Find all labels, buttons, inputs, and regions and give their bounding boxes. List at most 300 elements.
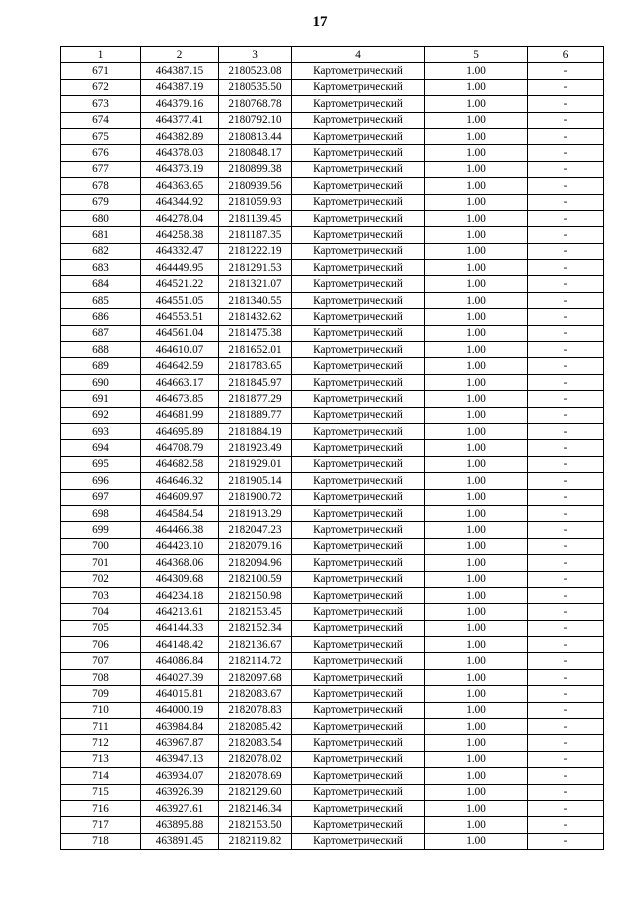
table-row (61, 473, 604, 489)
method-cell: Картометрический (292, 423, 425, 439)
accuracy-cell: 1.00 (425, 768, 528, 784)
note-cell: - (528, 686, 604, 702)
method-cell: Картометрический (292, 620, 425, 636)
x-coordinate-cell: 464646.32 (141, 473, 219, 489)
method-cell: Картометрический (292, 669, 425, 685)
table-row (61, 800, 604, 816)
accuracy-cell: 1.00 (425, 292, 528, 308)
table-row (61, 833, 604, 849)
note-cell: - (528, 391, 604, 407)
x-coordinate-cell: 464673.85 (141, 391, 219, 407)
point-number-cell: 715 (61, 784, 141, 800)
y-coordinate-cell: 2181783.65 (219, 358, 292, 374)
method-cell: Картометрический (292, 817, 425, 833)
note-cell: - (528, 702, 604, 718)
table-row (61, 325, 604, 341)
x-coordinate-cell: 464144.33 (141, 620, 219, 636)
point-number-cell: 676 (61, 145, 141, 161)
method-cell: Картометрический (292, 128, 425, 144)
method-cell: Картометрический (292, 456, 425, 472)
x-coordinate-cell: 464278.04 (141, 210, 219, 226)
method-cell: Картометрический (292, 702, 425, 718)
x-coordinate-cell: 463927.61 (141, 800, 219, 816)
accuracy-cell: 1.00 (425, 79, 528, 95)
method-cell: Картометрический (292, 719, 425, 735)
y-coordinate-cell: 2181475.38 (219, 325, 292, 341)
accuracy-cell: 1.00 (425, 325, 528, 341)
accuracy-cell: 1.00 (425, 112, 528, 128)
table-row (61, 719, 604, 735)
point-number-cell: 678 (61, 178, 141, 194)
method-cell: Картометрический (292, 112, 425, 128)
point-number-cell: 683 (61, 260, 141, 276)
accuracy-cell: 1.00 (425, 686, 528, 702)
x-coordinate-cell: 464148.42 (141, 637, 219, 653)
method-cell: Картометрический (292, 292, 425, 308)
y-coordinate-cell: 2180899.38 (219, 161, 292, 177)
y-coordinate-cell: 2182153.45 (219, 604, 292, 620)
accuracy-cell: 1.00 (425, 833, 528, 849)
method-cell: Картометрический (292, 653, 425, 669)
y-coordinate-cell: 2182136.67 (219, 637, 292, 653)
table-row (61, 178, 604, 194)
note-cell: - (528, 145, 604, 161)
accuracy-cell: 1.00 (425, 719, 528, 735)
note-cell: - (528, 669, 604, 685)
note-cell: - (528, 833, 604, 849)
point-number-cell: 697 (61, 489, 141, 505)
point-number-cell: 698 (61, 505, 141, 521)
note-cell: - (528, 96, 604, 112)
table-row (61, 243, 604, 259)
x-coordinate-cell: 464466.38 (141, 522, 219, 538)
y-coordinate-cell: 2181884.19 (219, 423, 292, 439)
method-cell: Картометрический (292, 522, 425, 538)
method-cell: Картометрический (292, 800, 425, 816)
table-row (61, 194, 604, 210)
point-number-cell: 694 (61, 440, 141, 456)
table-row (61, 768, 604, 784)
y-coordinate-cell: 2182047.23 (219, 522, 292, 538)
accuracy-cell: 1.00 (425, 128, 528, 144)
method-cell: Картометрический (292, 358, 425, 374)
note-cell: - (528, 243, 604, 259)
accuracy-cell: 1.00 (425, 620, 528, 636)
point-number-cell: 708 (61, 669, 141, 685)
method-cell: Картометрический (292, 587, 425, 603)
method-cell: Картометрический (292, 161, 425, 177)
table-row (61, 96, 604, 112)
y-coordinate-cell: 2181889.77 (219, 407, 292, 423)
y-coordinate-cell: 2182100.59 (219, 571, 292, 587)
y-coordinate-cell: 2182146.34 (219, 800, 292, 816)
note-cell: - (528, 161, 604, 177)
point-number-cell: 709 (61, 686, 141, 702)
table-row (61, 227, 604, 243)
accuracy-cell: 1.00 (425, 800, 528, 816)
note-cell: - (528, 522, 604, 538)
point-number-cell: 703 (61, 587, 141, 603)
y-coordinate-cell: 2181139.45 (219, 210, 292, 226)
y-coordinate-cell: 2180535.50 (219, 79, 292, 95)
y-coordinate-cell: 2182129.60 (219, 784, 292, 800)
y-coordinate-cell: 2182078.02 (219, 751, 292, 767)
y-coordinate-cell: 2180768.78 (219, 96, 292, 112)
table-row (61, 784, 604, 800)
method-cell: Картометрический (292, 473, 425, 489)
y-coordinate-cell: 2181059.93 (219, 194, 292, 210)
x-coordinate-cell: 464682.58 (141, 456, 219, 472)
point-number-cell: 717 (61, 817, 141, 833)
table-row (61, 112, 604, 128)
method-cell: Картометрический (292, 309, 425, 325)
point-number-cell: 713 (61, 751, 141, 767)
note-cell: - (528, 489, 604, 505)
method-cell: Картометрический (292, 276, 425, 292)
y-coordinate-cell: 2182097.68 (219, 669, 292, 685)
table-row (61, 637, 604, 653)
table-row (61, 374, 604, 390)
point-number-cell: 675 (61, 128, 141, 144)
note-cell: - (528, 292, 604, 308)
method-cell: Картометрический (292, 571, 425, 587)
point-number-cell: 702 (61, 571, 141, 587)
method-cell: Картометрический (292, 325, 425, 341)
accuracy-cell: 1.00 (425, 440, 528, 456)
accuracy-cell: 1.00 (425, 145, 528, 161)
y-coordinate-cell: 2182150.98 (219, 587, 292, 603)
table-row (61, 604, 604, 620)
header-cell-3: 3 (219, 47, 292, 63)
header-cell-2: 2 (141, 47, 219, 63)
x-coordinate-cell: 463891.45 (141, 833, 219, 849)
note-cell: - (528, 768, 604, 784)
table-row (61, 342, 604, 358)
x-coordinate-cell: 464000.19 (141, 702, 219, 718)
method-cell: Картометрический (292, 505, 425, 521)
x-coordinate-cell: 464387.19 (141, 79, 219, 95)
table-row (61, 456, 604, 472)
accuracy-cell: 1.00 (425, 423, 528, 439)
note-cell: - (528, 128, 604, 144)
method-cell: Картометрический (292, 260, 425, 276)
table-row (61, 653, 604, 669)
x-coordinate-cell: 464377.41 (141, 112, 219, 128)
x-coordinate-cell: 464521.22 (141, 276, 219, 292)
accuracy-cell: 1.00 (425, 571, 528, 587)
y-coordinate-cell: 2180792.10 (219, 112, 292, 128)
table-row (61, 571, 604, 587)
y-coordinate-cell: 2182083.67 (219, 686, 292, 702)
point-number-cell: 705 (61, 620, 141, 636)
note-cell: - (528, 276, 604, 292)
point-number-cell: 714 (61, 768, 141, 784)
point-number-cell: 711 (61, 719, 141, 735)
note-cell: - (528, 538, 604, 554)
table-row (61, 505, 604, 521)
point-number-cell: 704 (61, 604, 141, 620)
point-number-cell: 706 (61, 637, 141, 653)
point-number-cell: 699 (61, 522, 141, 538)
table-row (61, 522, 604, 538)
method-cell: Картометрический (292, 96, 425, 112)
note-cell: - (528, 473, 604, 489)
y-coordinate-cell: 2180939.56 (219, 178, 292, 194)
x-coordinate-cell: 464695.89 (141, 423, 219, 439)
y-coordinate-cell: 2182079.16 (219, 538, 292, 554)
note-cell: - (528, 112, 604, 128)
table-row (61, 276, 604, 292)
x-coordinate-cell: 464553.51 (141, 309, 219, 325)
y-coordinate-cell: 2182078.83 (219, 702, 292, 718)
x-coordinate-cell: 464258.38 (141, 227, 219, 243)
x-coordinate-cell: 464332.47 (141, 243, 219, 259)
point-number-cell: 701 (61, 555, 141, 571)
accuracy-cell: 1.00 (425, 751, 528, 767)
y-coordinate-cell: 2181291.53 (219, 260, 292, 276)
note-cell: - (528, 571, 604, 587)
accuracy-cell: 1.00 (425, 669, 528, 685)
point-number-cell: 681 (61, 227, 141, 243)
table-row (61, 440, 604, 456)
table-row (61, 260, 604, 276)
method-cell: Картометрический (292, 833, 425, 849)
method-cell: Картометрический (292, 735, 425, 751)
point-number-cell: 677 (61, 161, 141, 177)
x-coordinate-cell: 464378.03 (141, 145, 219, 161)
accuracy-cell: 1.00 (425, 653, 528, 669)
note-cell: - (528, 735, 604, 751)
table-row (61, 63, 604, 79)
coordinates-table (60, 46, 604, 850)
point-number-cell: 671 (61, 63, 141, 79)
accuracy-cell: 1.00 (425, 391, 528, 407)
note-cell: - (528, 800, 604, 816)
accuracy-cell: 1.00 (425, 227, 528, 243)
y-coordinate-cell: 2180848.17 (219, 145, 292, 161)
note-cell: - (528, 342, 604, 358)
y-coordinate-cell: 2181321.07 (219, 276, 292, 292)
accuracy-cell: 1.00 (425, 63, 528, 79)
y-coordinate-cell: 2181923.49 (219, 440, 292, 456)
accuracy-cell: 1.00 (425, 555, 528, 571)
accuracy-cell: 1.00 (425, 260, 528, 276)
table-row (61, 555, 604, 571)
note-cell: - (528, 178, 604, 194)
method-cell: Картометрический (292, 342, 425, 358)
method-cell: Картометрический (292, 751, 425, 767)
note-cell: - (528, 194, 604, 210)
method-cell: Картометрический (292, 178, 425, 194)
note-cell: - (528, 260, 604, 276)
y-coordinate-cell: 2181652.01 (219, 342, 292, 358)
x-coordinate-cell: 464642.59 (141, 358, 219, 374)
point-number-cell: 692 (61, 407, 141, 423)
x-coordinate-cell: 464363.65 (141, 178, 219, 194)
x-coordinate-cell: 463967.87 (141, 735, 219, 751)
accuracy-cell: 1.00 (425, 161, 528, 177)
table-row (61, 79, 604, 95)
note-cell: - (528, 555, 604, 571)
note-cell: - (528, 63, 604, 79)
note-cell: - (528, 309, 604, 325)
x-coordinate-cell: 464382.89 (141, 128, 219, 144)
method-cell: Картометрический (292, 391, 425, 407)
x-coordinate-cell: 464234.18 (141, 587, 219, 603)
x-coordinate-cell: 464309.68 (141, 571, 219, 587)
table-row (61, 686, 604, 702)
method-cell: Картометрический (292, 407, 425, 423)
accuracy-cell: 1.00 (425, 456, 528, 472)
point-number-cell: 686 (61, 309, 141, 325)
y-coordinate-cell: 2182152.34 (219, 620, 292, 636)
note-cell: - (528, 587, 604, 603)
x-coordinate-cell: 463947.13 (141, 751, 219, 767)
point-number-cell: 684 (61, 276, 141, 292)
x-coordinate-cell: 464681.99 (141, 407, 219, 423)
method-cell: Картометрический (292, 686, 425, 702)
note-cell: - (528, 210, 604, 226)
table-row (61, 620, 604, 636)
accuracy-cell: 1.00 (425, 522, 528, 538)
y-coordinate-cell: 2180813.44 (219, 128, 292, 144)
method-cell: Картометрический (292, 210, 425, 226)
point-number-cell: 674 (61, 112, 141, 128)
y-coordinate-cell: 2181845.97 (219, 374, 292, 390)
accuracy-cell: 1.00 (425, 374, 528, 390)
point-number-cell: 707 (61, 653, 141, 669)
note-cell: - (528, 79, 604, 95)
accuracy-cell: 1.00 (425, 210, 528, 226)
header-row (61, 47, 604, 63)
table-row (61, 145, 604, 161)
note-cell: - (528, 407, 604, 423)
method-cell: Картометрический (292, 374, 425, 390)
point-number-cell: 672 (61, 79, 141, 95)
table-row (61, 358, 604, 374)
y-coordinate-cell: 2181913.29 (219, 505, 292, 521)
point-number-cell: 687 (61, 325, 141, 341)
point-number-cell: 700 (61, 538, 141, 554)
table-row (61, 407, 604, 423)
point-number-cell: 680 (61, 210, 141, 226)
accuracy-cell: 1.00 (425, 817, 528, 833)
y-coordinate-cell: 2182078.69 (219, 768, 292, 784)
y-coordinate-cell: 2181340.55 (219, 292, 292, 308)
accuracy-cell: 1.00 (425, 96, 528, 112)
x-coordinate-cell: 463926.39 (141, 784, 219, 800)
note-cell: - (528, 719, 604, 735)
header-cell-6: 6 (528, 47, 604, 63)
x-coordinate-cell: 464379.16 (141, 96, 219, 112)
y-coordinate-cell: 2181187.35 (219, 227, 292, 243)
x-coordinate-cell: 464584.54 (141, 505, 219, 521)
note-cell: - (528, 440, 604, 456)
table-row (61, 309, 604, 325)
note-cell: - (528, 817, 604, 833)
x-coordinate-cell: 464609.97 (141, 489, 219, 505)
y-coordinate-cell: 2181900.72 (219, 489, 292, 505)
note-cell: - (528, 604, 604, 620)
accuracy-cell: 1.00 (425, 473, 528, 489)
x-coordinate-cell: 463984.84 (141, 719, 219, 735)
point-number-cell: 712 (61, 735, 141, 751)
y-coordinate-cell: 2182114.72 (219, 653, 292, 669)
point-number-cell: 693 (61, 423, 141, 439)
header-cell-4: 4 (292, 47, 425, 63)
point-number-cell: 679 (61, 194, 141, 210)
note-cell: - (528, 505, 604, 521)
accuracy-cell: 1.00 (425, 309, 528, 325)
note-cell: - (528, 637, 604, 653)
x-coordinate-cell: 464027.39 (141, 669, 219, 685)
table-row (61, 128, 604, 144)
note-cell: - (528, 374, 604, 390)
method-cell: Картометрический (292, 489, 425, 505)
method-cell: Картометрический (292, 768, 425, 784)
table-row (61, 702, 604, 718)
x-coordinate-cell: 464610.07 (141, 342, 219, 358)
note-cell: - (528, 751, 604, 767)
y-coordinate-cell: 2181222.19 (219, 243, 292, 259)
accuracy-cell: 1.00 (425, 489, 528, 505)
note-cell: - (528, 653, 604, 669)
point-number-cell: 690 (61, 374, 141, 390)
x-coordinate-cell: 464015.81 (141, 686, 219, 702)
y-coordinate-cell: 2181905.14 (219, 473, 292, 489)
accuracy-cell: 1.00 (425, 587, 528, 603)
page-number: 17 (312, 14, 328, 30)
accuracy-cell: 1.00 (425, 784, 528, 800)
accuracy-cell: 1.00 (425, 538, 528, 554)
point-number-cell: 691 (61, 391, 141, 407)
table-row (61, 423, 604, 439)
y-coordinate-cell: 2181432.62 (219, 309, 292, 325)
accuracy-cell: 1.00 (425, 243, 528, 259)
table-row (61, 292, 604, 308)
x-coordinate-cell: 464449.95 (141, 260, 219, 276)
method-cell: Картометрический (292, 145, 425, 161)
y-coordinate-cell: 2182085.42 (219, 719, 292, 735)
table-row (61, 538, 604, 554)
table-header (61, 47, 604, 63)
accuracy-cell: 1.00 (425, 194, 528, 210)
y-coordinate-cell: 2182119.82 (219, 833, 292, 849)
accuracy-cell: 1.00 (425, 604, 528, 620)
x-coordinate-cell: 464551.05 (141, 292, 219, 308)
y-coordinate-cell: 2182153.50 (219, 817, 292, 833)
x-coordinate-cell: 463934.07 (141, 768, 219, 784)
point-number-cell: 688 (61, 342, 141, 358)
x-coordinate-cell: 464213.61 (141, 604, 219, 620)
table-row (61, 587, 604, 603)
method-cell: Картометрический (292, 194, 425, 210)
point-number-cell: 718 (61, 833, 141, 849)
point-number-cell: 685 (61, 292, 141, 308)
accuracy-cell: 1.00 (425, 276, 528, 292)
x-coordinate-cell: 464344.92 (141, 194, 219, 210)
y-coordinate-cell: 2182083.54 (219, 735, 292, 751)
y-coordinate-cell: 2182094.96 (219, 555, 292, 571)
accuracy-cell: 1.00 (425, 178, 528, 194)
header-cell-5: 5 (425, 47, 528, 63)
x-coordinate-cell: 464423.10 (141, 538, 219, 554)
note-cell: - (528, 358, 604, 374)
point-number-cell: 689 (61, 358, 141, 374)
method-cell: Картометрический (292, 227, 425, 243)
table-row (61, 391, 604, 407)
point-number-cell: 696 (61, 473, 141, 489)
